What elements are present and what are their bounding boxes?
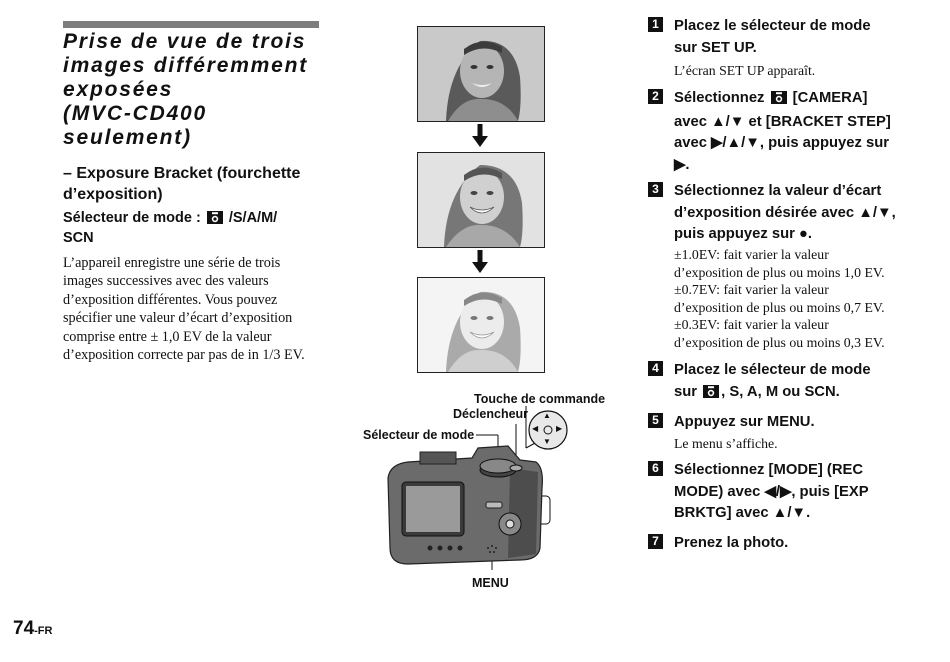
instruction-line: ▶.	[674, 156, 690, 173]
title-line: seulement)	[63, 126, 192, 149]
note-line: Le menu s’affiche.	[674, 436, 778, 451]
step-instruction	[674, 16, 939, 59]
camera-icon	[771, 90, 787, 112]
step-instruction	[674, 360, 939, 405]
instruction-line: Sélectionnez la valeur d’écart	[674, 183, 882, 199]
instruction-line: d’exposition désirée avec ▲/▼,	[674, 204, 896, 221]
control-down-arrow[interactable]: ▼	[543, 437, 551, 446]
instruction-line: Prenez la photo.	[674, 535, 789, 551]
down-arrow-icon	[471, 250, 489, 274]
step-instruction	[674, 460, 939, 525]
description-line: comprise entre ± 1,0 EV de la valeur	[63, 328, 272, 345]
instruction-line: Placez le sélecteur de mode	[674, 18, 871, 34]
description-text	[63, 254, 333, 364]
instruction-line: puis appuyez sur ●.	[674, 226, 813, 242]
label-control-button: Touche de commande	[474, 392, 606, 406]
step-note	[674, 62, 815, 80]
mode-selector-line	[63, 209, 323, 247]
mode-selector-prefix: Sélecteur de mode :	[63, 210, 205, 226]
step-number: 7	[648, 534, 663, 549]
step-number: 3	[648, 182, 663, 197]
control-right-arrow[interactable]: ▶	[556, 424, 563, 433]
step-instruction	[674, 412, 939, 434]
instruction-line: avec ▲/▼ et [BRACKET STEP]	[674, 113, 891, 130]
step-number: 1	[648, 17, 663, 32]
note-line: ±1.0EV: fait varier la valeur	[674, 247, 829, 262]
note-line: ±0.3EV: fait varier la valeur	[674, 317, 829, 333]
step-instruction	[674, 181, 939, 246]
instruction-line: Placez le sélecteur de mode	[674, 362, 871, 378]
page-title	[63, 30, 333, 150]
down-arrow-icon	[471, 124, 489, 148]
step-number: 6	[648, 461, 663, 476]
description-line: L’appareil enregistre une série de trois	[63, 255, 281, 271]
step-note	[674, 435, 778, 453]
instruction-line: MODE) avec ◀/▶, puis [EXP	[674, 483, 869, 500]
instruction-line: Sélectionnez [CAMERA]	[674, 88, 939, 112]
bracket-photo-normal	[417, 152, 545, 248]
note-line: d’exposition de plus ou moins 1,0 EV.	[674, 264, 885, 280]
note-line: L’écran SET UP apparaît.	[674, 63, 816, 78]
mode-selector-line2: SCN	[63, 230, 94, 246]
label-shutter: Déclencheur	[453, 407, 529, 421]
instruction-line: Sélectionnez [MODE] (REC	[674, 462, 864, 478]
step-instruction	[674, 88, 939, 176]
title-line: (MVC-CD400	[63, 102, 208, 125]
title-line: images différemment	[63, 54, 309, 77]
label-menu: MENU	[472, 576, 509, 590]
section-header-bar	[63, 21, 319, 28]
subtitle-line: d’exposition)	[63, 186, 163, 203]
camera-icon	[207, 211, 223, 229]
note-line: d’exposition de plus ou moins 0,7 EV.	[674, 299, 885, 315]
mode-selector-suffix: /S/A/M/	[224, 210, 278, 226]
title-line: exposées	[63, 78, 174, 101]
instruction-line: avec ▶/▲/▼, puis appuyez sur	[674, 135, 890, 151]
instruction-line: BRKTG] avec ▲/▼.	[674, 505, 811, 521]
bracket-photo-under	[417, 26, 545, 122]
page-number-value: 74	[13, 618, 35, 639]
subtitle	[63, 163, 333, 205]
control-left-arrow[interactable]: ◀	[532, 424, 539, 433]
description-line: images successives avec des valeurs	[63, 273, 269, 290]
step-instruction	[674, 533, 939, 555]
note-line: ±0.7EV: fait varier la valeur	[674, 282, 829, 298]
step-note	[674, 246, 885, 352]
camera-icon	[703, 384, 719, 406]
label-mode-dial: Sélecteur de mode	[363, 428, 475, 442]
subtitle-line: – Exposure Bracket (fourchette	[63, 165, 301, 182]
description-line: spécifier une valeur d’écart d’exposition	[63, 310, 293, 327]
page-number	[13, 618, 52, 640]
description-line: d’exposition correcte par pas de in 1/3 EV.	[63, 347, 305, 364]
instruction-line: sur , S, A, M ou SCN.	[674, 382, 939, 406]
title-line: Prise de vue de trois	[63, 30, 307, 53]
step-number: 5	[648, 413, 663, 428]
step-number: 2	[648, 89, 663, 104]
control-up-arrow[interactable]: ▲	[543, 411, 551, 420]
description-line: d’exposition différentes. Vous pouvez	[63, 291, 278, 308]
instruction-line: Appuyez sur MENU.	[674, 414, 815, 430]
page-number-suffix: -FR	[34, 625, 53, 637]
step-number: 4	[648, 361, 663, 376]
bracket-photo-over	[417, 277, 545, 373]
instruction-line: sur SET UP.	[674, 39, 757, 56]
note-line: d’exposition de plus ou moins 0,3 EV.	[674, 334, 885, 350]
